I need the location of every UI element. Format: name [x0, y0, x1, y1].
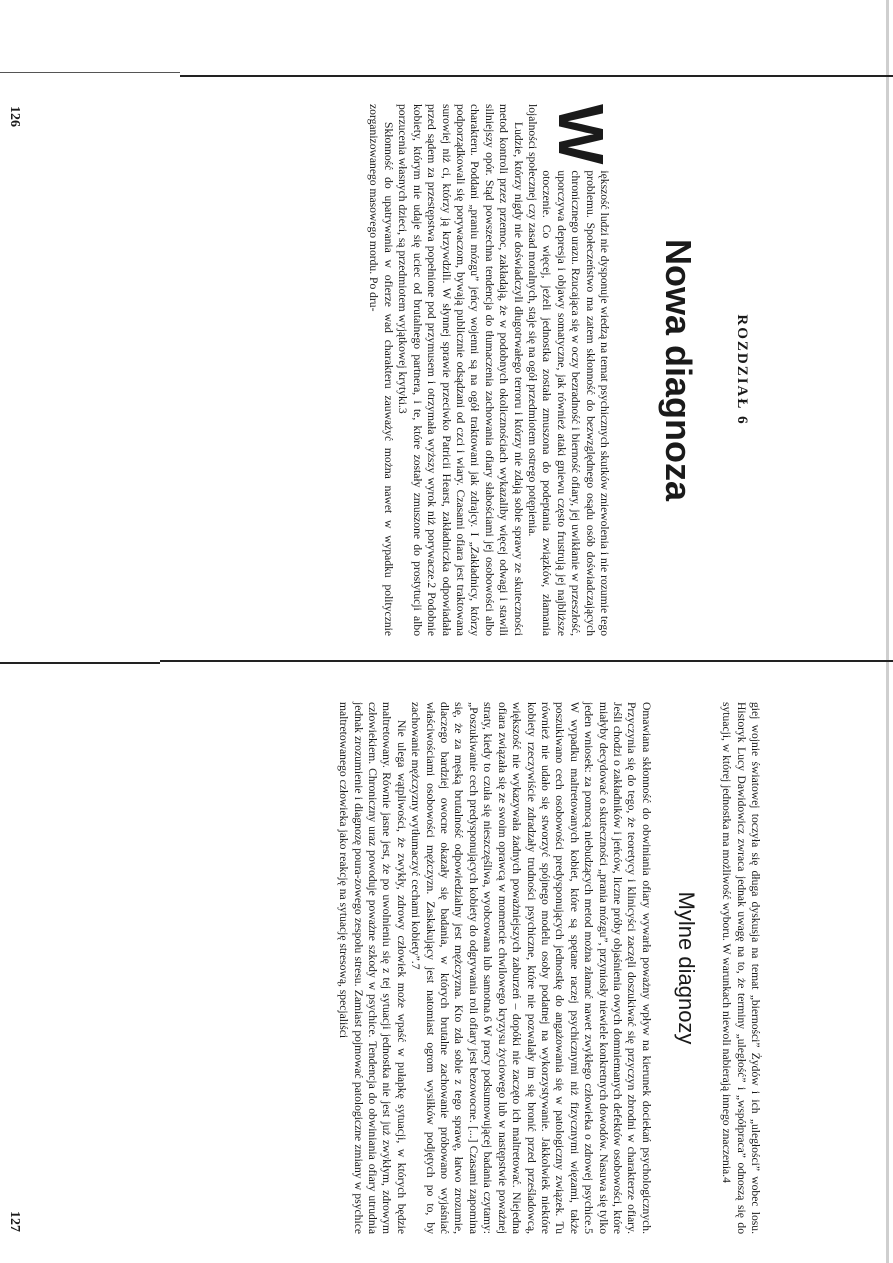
paragraph-2: Nie ulega wątpliwości, że zwykły, zdrowy człowiek może wpaść w pułapkę sytuacji, w których będzie maltretowany. Równie jasne jest, że po uwolnieniu się z tej sytuacji jednostka nie jest już zwykłym, zdrowym człowiekiem. Chroniczny uraz powoduje poważne szkody w psychice. Tendencja do obwiniania ofiary utrudnia jednak zrozumienie i diagnozę poura-zowego zespołu stresu. Zamiast pojmować patologiczne zmiany w psychice maltretowanego człowieka jako reakcję na sytuację stresową, specjaliści [337, 702, 408, 1234]
page-divider-right [160, 660, 893, 662]
page-number: 127 [7, 1211, 22, 1232]
scan-edge-shadow [886, 0, 889, 1263]
continuation-paragraph: giej wojnie światowej toczyła się długa dyskusja na temat „bierności” Żydów i ich „uległości” wobec losu. Historyk Lucy Dawidowicz zwraca jednak uwagę na to, że terminy „uległość” i „współpraca” odnoszą się do sytuacji, w której jednostka ma możliwość wyboru. W warunkach niewoli nabierają innego znaczenia.4 [720, 702, 762, 1234]
paragraph-3: Skłonność do upatrywania w ofierze wad charakteru zauważyć można nawet w wypadku politycznie zorganizowanego masowego mordu. Po dru- [367, 104, 395, 636]
chapter-title: Nowa diagnoza [658, 238, 699, 502]
paragraph-1: Większość ludzi nie dysponuje wiedzą na temat psychicznych skutków zniewolenia i nie rozumie tego problemu. Społeczeństwo ma zatem skłonność do bezwzględnego osądu osób doświadczających chronicznego urazu. Rzucająca się w oczy bezradność i bierność ofiary, jej uwikłanie w przeszłość, uporczywa depresja i objawy somatyczne, jak również ataki gniewu często frustrują jej najbliższe otoczenie. Co więcej, jeżeli jednostka została zmuszona do podeptania związków, złamania lojalności społecznej czy zasad moralnych, staje się na ogół przedmiotem ostrego potępienia. [525, 104, 617, 636]
page-divider-left [0, 662, 160, 664]
top-rule-right [180, 75, 893, 77]
book-page-126 [0, 90, 770, 650]
top-rule-left [0, 72, 180, 73]
section-title: Mylne diagnozy [673, 891, 699, 1045]
book-page-127 [0, 688, 770, 1248]
paragraph-1: Omawiana skłonność do obwiniania ofiary wywarła poważny wpływ na kierunek dociekań psychologicznych. Przyczynia się do tego, że teoretycy i klinicyści zaczęli doszukiwać się przyczyn zbrodni w charakterze ofiary. Jeśli chodzi o zakładników i jeńców, liczne próby objaśnienia owych domniemanych defektów osobowości, które miałyby decydować o skuteczności „prania mózgu”, przyniosły niewiele konkretnych dowodów. Nasuwa się tylko jeden wniosek: za pomocą niebudzących metod można złamać nawet zwykłego człowieka o zdrowej psychice.5 W wypadku maltretowanych kobiet, które są spętane raczej psychicznymi niż fizycznymi więzami, także poszukiwano cech osobowości predysponujących jednostkę do angażowania się w patologiczny związek. Tu również nie udało się stworzyć spójnego modelu osoby podatnej na wykorzystywanie. Jakkolwiek niektóre kobiety rzeczywiście zdradzały trudności psychiczne, które nie pozwalały im się bronić przed prześladowcą, większość nie wykazywała żadnych poważniejszych zaburzeń – dopóki nie zaczęto ich maltretować. Niejedna ofiara związała się ze swoim oprawcą w momencie chwilowego kryzysu życiowego lub w następstwie poważnej straty, kiedy to czuła się nieszczęśliwa, wyobcowana lub samotna.6 W pracy podsumowującej badania czytamy: „Poszukiwanie cech predysponujących kobiety do odgrywania roli ofiary jest bezowocne. [...] Czasami zapomina się, że za męską brutalność odpowiedzialny jest mężczyzna. Kto zda sobie z tego sprawę, łatwo zrozumie, dlaczego bardziej owocne okazały się badania, w których brutalne zachowanie próbowano wyjaśniać właściwościami osobowości mężczyzn. Zaskakujący jest natomiast ogrom wysiłków podjętych po to, by zachowanie mężczyzny wytłumaczyć cechami kobiety”.7 [409, 702, 653, 1234]
page-number: 126 [7, 106, 22, 127]
paragraph-2: Ludzie, którzy nigdy nie doświadczyli długotrwałego terroru i którzy nie zdają sobie sprawy ze skuteczności metod kontroli przez przemoc, zakładają, że w podobnych okolicznościach wykazaliby więcej odwagi i stawili silniejszy opór. Stąd powszechna tendencja do tłumaczenia zachowania ofiary słabościami jej osobowości albo charakteru. Poddani „praniu mózgu” jeńcy wojenni są na ogół traktowani jak zdrajcy. I „Zakładnicy, którzy podporządkowali się porywaczom, bywają publicznie odsądzani od czci i wiary. Czasami ofiara jest traktowana surowiej niż ci, którzy ją krzywdzili. W słynnej sprawie przeciwko Patricii Hearst, zakładniczka odpowiadała przed sądem za przestępstwa popełnione pod przymusem i otrzymała wyższy wyrok niż porywacze.2 Podobnie kobiety, którym nie udaje się uciec od brutalnego partnera, i te, które zostały zmuszone do prostytucji albo porzucenia własnych dzieci, są przedmiotem wyjątkowej krytyki.3 [396, 104, 525, 636]
chapter-label: ROZDZIAŁ 6 [734, 314, 750, 426]
